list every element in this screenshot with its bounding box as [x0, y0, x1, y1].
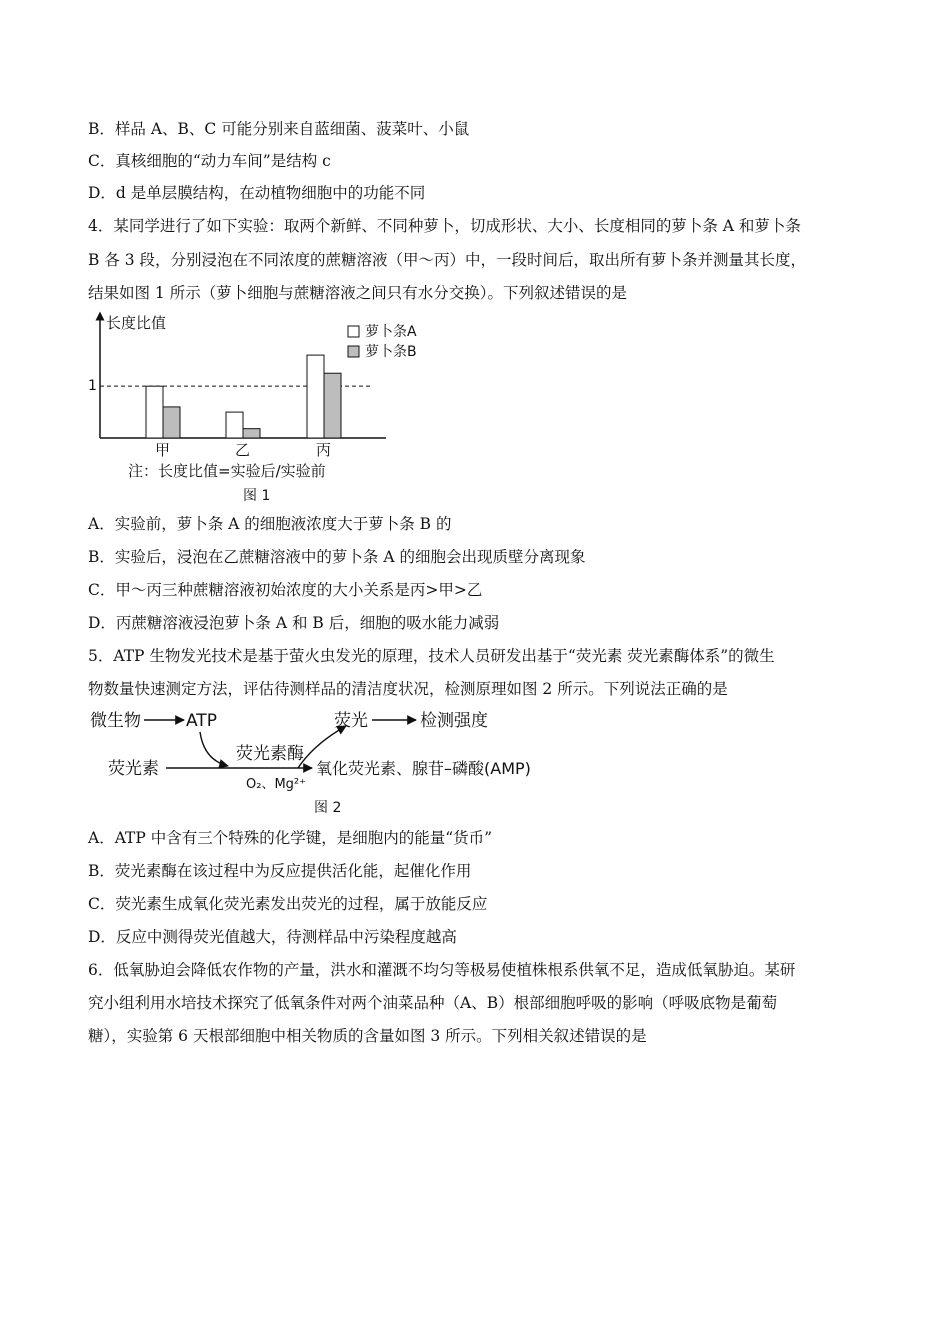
- intensity-label: 检测强度: [420, 711, 488, 731]
- bar-a-2: [226, 412, 243, 438]
- atp-label: ATP: [186, 711, 217, 731]
- figure-1: [88, 310, 438, 510]
- figure-1-caption: 图 1: [243, 488, 271, 504]
- bar-b-2: [243, 429, 260, 438]
- legend-label-a: 萝卜条A: [365, 324, 417, 340]
- q3-option-d: D．d 是单层膜结构，在动植物细胞中的功能不同: [88, 184, 426, 202]
- q6-stem-line-1: 6．低氧胁迫会降低农作物的产量，洪水和灌溉不均匀等极易使植株根系供氧不足，造成低氧胁迫。某研: [88, 961, 796, 979]
- arrow-atp-reaction: [200, 732, 228, 766]
- enzyme-label: 荧光素酶: [236, 744, 304, 764]
- figure-2-caption: 图 2: [314, 800, 342, 816]
- q3-option-c: C．真核细胞的“动力车间”是结构 c: [88, 152, 331, 170]
- q4-option-a: A．实验前，萝卜条 A 的细胞液浓度大于萝卜条 B 的: [88, 515, 452, 533]
- figure-2: [88, 704, 588, 822]
- microbe-label: 微生物: [90, 711, 141, 731]
- legend-swatch-a: [348, 326, 359, 337]
- q4-option-b: B．实验后，浸泡在乙蔗糖溶液中的萝卜条 A 的细胞会出现质壁分离现象: [88, 548, 586, 566]
- y-axis-label: 长度比值: [106, 314, 167, 332]
- fluorescence-label: 荧光: [334, 711, 368, 731]
- bar-a-1: [146, 386, 163, 438]
- q4-stem-line-2: B 各 3 段，分别浸泡在不同浓度的蔗糖溶液（甲～丙）中，一段时间后，取出所有萝卜条并测量其长度，: [88, 251, 807, 269]
- category-label-3: 丙: [316, 441, 332, 459]
- bar-b-1: [163, 407, 180, 438]
- category-label-1: 甲: [155, 441, 171, 459]
- category-label-2: 乙: [235, 441, 251, 459]
- q3-option-b: B．样品 A、B、C 可能分别来自蓝细菌、菠菜叶、小鼠: [88, 120, 470, 138]
- q5-option-c: C．荧光素生成氧化荧光素发出荧光的过程，属于放能反应: [88, 895, 488, 913]
- figure-1-chart: [88, 310, 438, 510]
- legend-swatch-b: [348, 346, 359, 357]
- q4-option-c: C．甲～丙三种蔗糖溶液初始浓度的大小关系是丙>甲>乙: [88, 581, 483, 599]
- q5-option-d: D．反应中测得荧光值越大，待测样品中污染程度越高: [88, 928, 457, 946]
- bar-b-3: [324, 373, 341, 438]
- q5-option-a: A．ATP 中含有三个特殊的化学键，是细胞内的能量“货币”: [88, 829, 493, 847]
- q6-stem-line-3: 糖），实验第 6 天根部细胞中相关物质的含量如图 3 所示。下列相关叙述错误的是: [88, 1027, 647, 1045]
- q5-option-b: B．荧光素酶在该过程中为反应提供活化能，起催化作用: [88, 862, 472, 880]
- figure-2-diagram: [88, 704, 588, 822]
- q6-stem-line-2: 究小组利用水培技术探究了低氧条件对两个油菜品种（A、B）根部细胞呼吸的影响（呼吸底物是葡萄: [88, 994, 778, 1012]
- figure-1-note: 注：长度比值=实验后/实验前: [128, 462, 326, 480]
- legend-label-b: 萝卜条B: [365, 344, 417, 360]
- conditions-label: O₂、Mg²⁺: [246, 777, 306, 792]
- bar-a-3: [307, 355, 324, 438]
- products-label: 氧化荧光素、腺苷–磷酸(AMP): [316, 759, 531, 778]
- q5-stem-line-1: 5．ATP 生物发光技术是基于萤火虫发光的原理，技术人员研发出基于“荧光素 荧光素酶体系”的微生: [88, 647, 775, 665]
- luciferin-label: 荧光素: [108, 759, 159, 779]
- q4-stem-line-1: 4．某同学进行了如下实验：取两个新鲜、不同种萝卜，切成形状、大小、长度相同的萝卜条 A 和萝卜条: [88, 217, 801, 235]
- q4-option-d: D．丙蔗糖溶液浸泡萝卜条 A 和 B 后，细胞的吸水能力减弱: [88, 614, 500, 632]
- q4-stem-line-3: 结果如图 1 所示（萝卜细胞与蔗糖溶液之间只有水分交换）。下列叙述错误的是: [88, 284, 627, 302]
- q5-stem-line-2: 物数量快速测定方法，评估待测样品的清洁度状况，检测原理如图 2 所示。下列说法正确的是: [88, 680, 728, 698]
- reference-tick-label: 1: [88, 378, 97, 394]
